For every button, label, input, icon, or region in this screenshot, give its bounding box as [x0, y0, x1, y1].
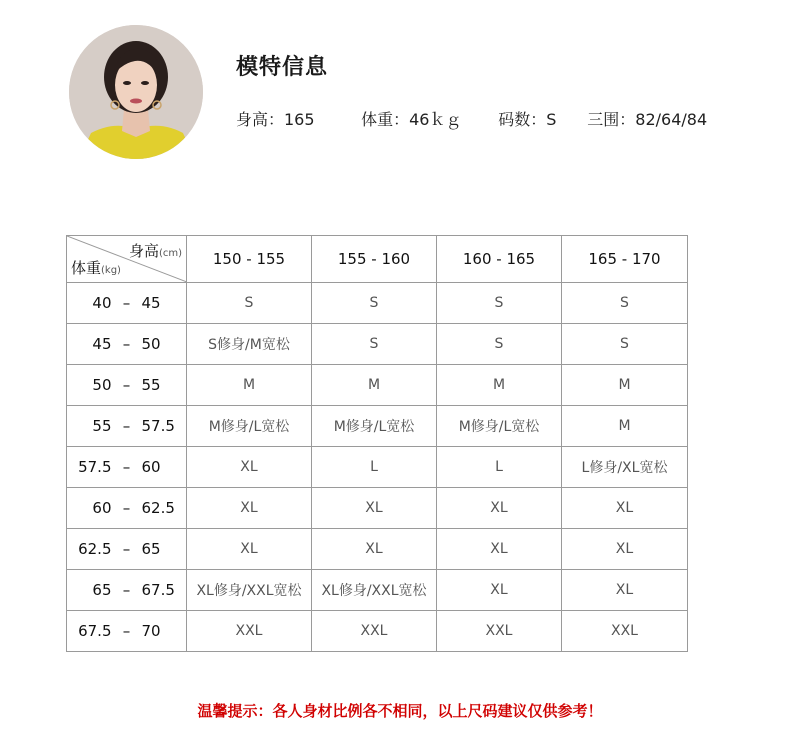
weight-axis-label: 体重(kg)	[71, 259, 121, 277]
size-recommendation-cell: L修身/XL宽松	[562, 447, 688, 488]
size-recommendation-cell: XL	[187, 447, 312, 488]
size-recommendation-cell: XXL	[437, 611, 562, 652]
size-recommendation-cell: XL	[187, 529, 312, 570]
weight-range-cell: 57.5 – 60	[67, 447, 187, 488]
size-recommendation-cell: L	[312, 447, 437, 488]
weight-range-cell: 55 – 57.5	[67, 406, 187, 447]
model-avatar	[69, 25, 203, 159]
size-recommendation-cell: S	[312, 283, 437, 324]
model-stats	[236, 107, 707, 130]
weight-range-cell: 67.5 – 70	[67, 611, 187, 652]
size-chart-row	[67, 283, 688, 324]
model-measurements: 三围：82/64/84	[587, 110, 708, 129]
weight-range-cell: 45 – 50	[67, 324, 187, 365]
size-recommendation-cell: M	[562, 365, 688, 406]
corner-cell	[67, 236, 187, 283]
size-recommendation-cell: M	[437, 365, 562, 406]
weight-range-cell: 60 – 62.5	[67, 488, 187, 529]
size-recommendation-cell: XL修身/XXL宽松	[312, 570, 437, 611]
size-recommendation-cell: S	[312, 324, 437, 365]
size-recommendation-cell: M	[562, 406, 688, 447]
size-recommendation-cell: XXL	[312, 611, 437, 652]
size-chart-row	[67, 365, 688, 406]
height-range-header: 160 - 165	[437, 236, 562, 283]
size-recommendation-cell: XL	[312, 488, 437, 529]
weight-range-cell: 62.5 – 65	[67, 529, 187, 570]
size-recommendation-cell: XL	[437, 529, 562, 570]
size-recommendation-cell: XXL	[562, 611, 688, 652]
size-recommendation-cell: S	[187, 283, 312, 324]
size-recommendation-cell: XL	[437, 488, 562, 529]
height-axis-label: 身高(cm)	[128, 242, 182, 260]
size-recommendation-cell: S	[437, 324, 562, 365]
size-recommendation-cell: XL	[187, 488, 312, 529]
size-recommendation-cell: M	[312, 365, 437, 406]
size-recommendation-cell: M	[187, 365, 312, 406]
size-chart-row	[67, 611, 688, 652]
weight-range-cell: 65 – 67.5	[67, 570, 187, 611]
size-recommendation-cell: XL	[437, 570, 562, 611]
model-size: 码数：S	[498, 110, 557, 129]
sizing-tip: 温馨提示：各人身材比例各不相同，以上尺码建议仅供参考！	[197, 702, 603, 720]
size-recommendation-cell: XL	[562, 570, 688, 611]
size-recommendation-cell: XL	[312, 529, 437, 570]
model-height: 身高：165	[236, 110, 315, 129]
size-recommendation-cell: XL	[562, 529, 688, 570]
model-photo	[69, 25, 203, 159]
size-chart-row	[67, 529, 688, 570]
size-recommendation-cell: XL	[562, 488, 688, 529]
size-recommendation-cell: M修身/L宽松	[187, 406, 312, 447]
size-chart-row	[67, 324, 688, 365]
size-recommendation-cell: S	[437, 283, 562, 324]
size-recommendation-cell: L	[437, 447, 562, 488]
weight-range-cell: 50 – 55	[67, 365, 187, 406]
size-chart-table	[66, 235, 688, 652]
size-chart-header-row	[67, 236, 688, 283]
model-info-title: 模特信息	[236, 55, 329, 80]
size-recommendation-cell: S	[562, 324, 688, 365]
size-recommendation-cell: XL修身/XXL宽松	[187, 570, 312, 611]
model-weight: 体重：46ｋｇ	[361, 110, 462, 129]
size-recommendation-cell: M修身/L宽松	[437, 406, 562, 447]
size-chart-row	[67, 570, 688, 611]
size-chart-row	[67, 406, 688, 447]
size-recommendation-cell: S	[562, 283, 688, 324]
size-recommendation-cell: XXL	[187, 611, 312, 652]
weight-range-cell: 40 – 45	[67, 283, 187, 324]
height-range-header: 155 - 160	[312, 236, 437, 283]
height-range-header: 150 - 155	[187, 236, 312, 283]
size-recommendation-cell: S修身/M宽松	[187, 324, 312, 365]
size-recommendation-cell: M修身/L宽松	[312, 406, 437, 447]
size-chart-row	[67, 447, 688, 488]
size-chart-row	[67, 488, 688, 529]
height-range-header: 165 - 170	[562, 236, 688, 283]
